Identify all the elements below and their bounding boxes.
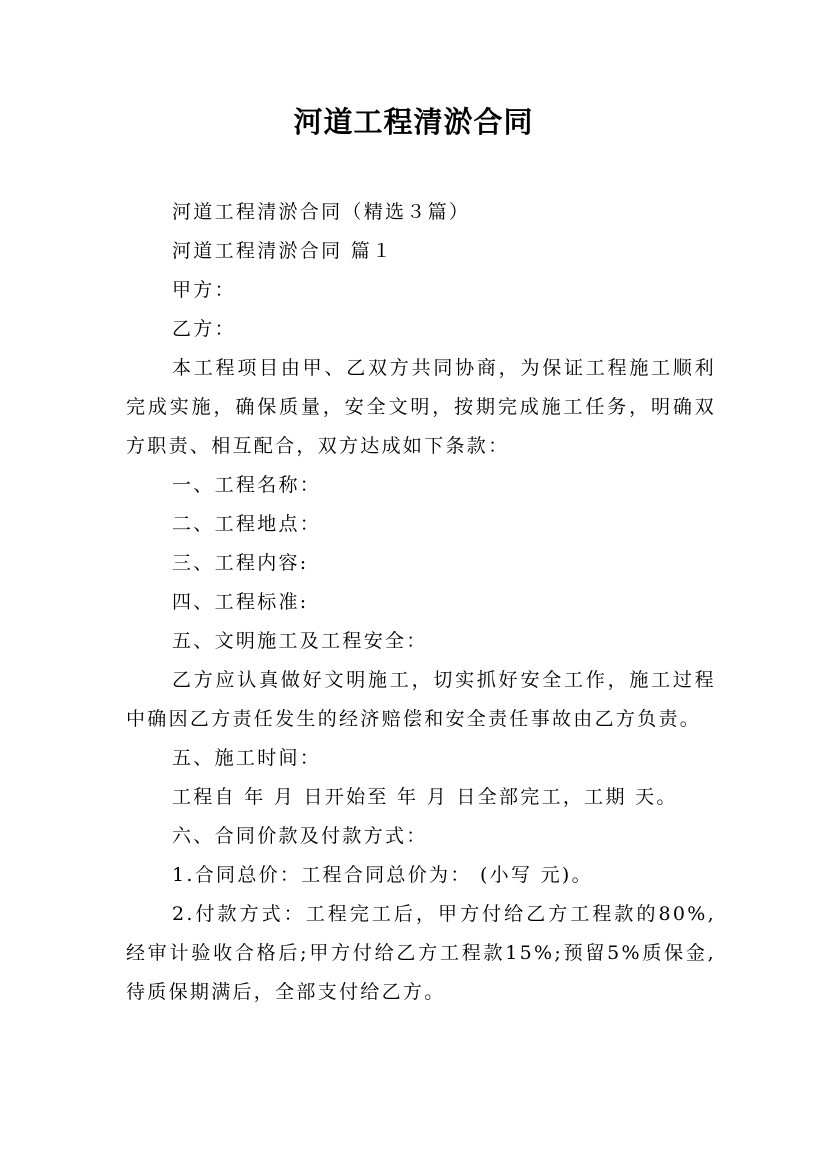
paragraph-schedule-heading: 五、施工时间： (172, 747, 322, 769)
paragraph-safety-heading: 五、文明施工及工程安全： (172, 630, 428, 652)
paragraph-schedule-text: 工程自 年 月 日开始至 年 月 日全部完工，工期 天。 (172, 786, 678, 808)
paragraph-contract-price: 1.合同总价：工程合同总价为： (小写 元)。 (172, 864, 593, 886)
paragraph-subtitle: 河道工程清淤合同（精选３篇） (172, 201, 471, 223)
paragraph-project-content: 三、工程内容: (172, 552, 309, 574)
paragraph-intro: 本工程项目由甲、乙双方共同协商，为保证工程施工顺利完成实施，确保质量，安全文明，按期完成施工任务，明确双方职责、相互配合，双方达成如下条款： (126, 357, 716, 457)
paragraph-project-standard: 四、工程标准: (172, 591, 309, 613)
paragraph-party-a: 甲方： (172, 279, 236, 301)
document-title: 河道工程清淤合同 (293, 105, 534, 139)
paragraph-project-location: 二、工程地点： (172, 513, 322, 535)
paragraph-party-b: 乙方： (172, 318, 236, 340)
paragraph-payment-method: 2.付款方式：工程完工后，甲方付给乙方工程款的80%,经审计验收合格后;甲方付给乙方工程款15%;预留5%质保金,待质保期满后，全部支付给乙方。 (126, 903, 716, 1003)
document-body (126, 193, 716, 1012)
paragraph-safety-text: 乙方应认真做好文明施工，切实抓好安全工作，施工过程中确因乙方责任发生的经济赔偿和安全责任事故由乙方负责。 (126, 669, 716, 730)
paragraph-section-heading: 河道工程清淤合同 篇１ (172, 240, 394, 262)
paragraph-payment-heading: 六、合同价款及付款方式： (172, 825, 428, 847)
paragraph-project-name: 一、工程名称： (172, 474, 322, 496)
